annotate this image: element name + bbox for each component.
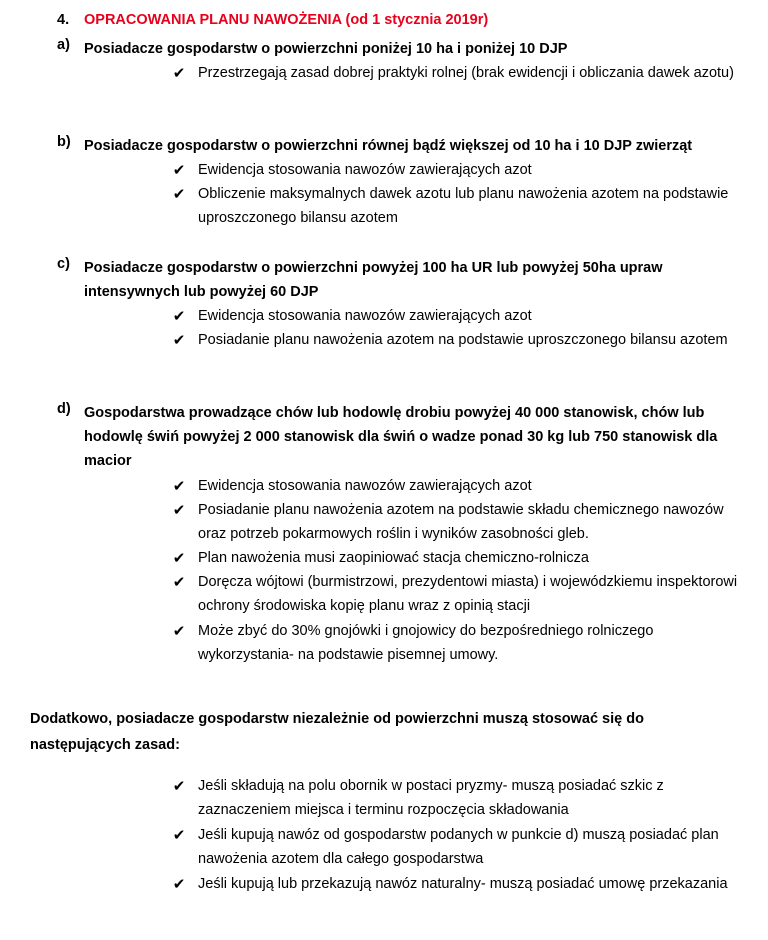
list-item-text: Doręcza wójtowi (burmistrzowi, prezydentowi miasta) i wojewódzkiemu inspektorowi ochrony środowiska kopię planu wraz z opinią stacji [198,574,738,614]
group-letter: b) [57,134,71,150]
list-item [172,570,738,618]
checkmark-icon: ✔ [172,161,186,179]
group-title: Posiadacze gospodarstw o powierzchni równej bądź większej od 10 ha i 10 DJP zwierząt [84,138,693,154]
list-item-text: Może zbyć do 30% gnojówki i gnojowicy do bezpośredniego rolniczego wykorzystania- na podstawie pisemnej umowy. [198,623,654,663]
checkmark-icon: ✔ [172,307,186,325]
checkmark-icon: ✔ [172,826,186,844]
list-item [172,546,738,570]
list-item-text: Ewidencja stosowania nawozów zawierających azot [198,478,532,494]
list-item-text: Przestrzegają zasad dobrej praktyki rolnej (brak ewidencji i obliczania dawek azotu) [198,65,734,81]
list-item [172,304,738,328]
list-item-text: Jeśli kupują lub przekazują nawóz naturalny- muszą posiadać umowę przekazania [198,876,728,892]
group-title: Gospodarstwa prowadzące chów lub hodowlę drobiu powyżej 40 000 stanowisk, chów lub hodowlę świń powyżej 2 000 stanowisk dla świń o wadze ponad 30 kg lub 750 stanowisk dla macior [84,405,718,469]
list-item-text: Ewidencja stosowania nawozów zawierających azot [198,308,532,324]
list-item-text: Obliczenie maksymalnych dawek azotu lub planu nawożenia azotem na podstawie uproszczonego bilansu azotem [198,186,729,226]
list-item [172,619,738,667]
list-item [172,872,738,896]
checkmark-icon: ✔ [172,477,186,495]
group-letter: a) [57,37,70,53]
checkmark-icon: ✔ [172,875,186,893]
checkmark-icon: ✔ [172,573,186,591]
group-title: Posiadacze gospodarstw o powierzchni poniżej 10 ha i poniżej 10 DJP [84,41,568,57]
list-item [172,474,738,498]
list-item [172,328,738,352]
list-item-text: Plan nawożenia musi zaopiniować stacja chemiczno-rolnicza [198,550,589,566]
checkmark-icon: ✔ [172,331,186,349]
checkmark-icon: ✔ [172,501,186,519]
list-item [172,158,738,182]
list-item-text: Jeśli składują na polu obornik w postaci pryzmy- muszą posiadać szkic z zaznaczeniem miejsca i terminu rozpoczęcia składowania [198,778,664,818]
list-item-text: Ewidencja stosowania nawozów zawierających azot [198,162,532,178]
checkmark-icon: ✔ [172,777,186,795]
checkmark-icon: ✔ [172,64,186,82]
group-letter: d) [57,401,71,417]
list-item [172,61,738,85]
list-item-text: Jeśli kupują nawóz od gospodarstw podanych w punkcie d) muszą posiadać plan nawożenia azotem dla całego gospodarstwa [198,827,719,867]
checkmark-icon: ✔ [172,549,186,567]
additional-title: Dodatkowo, posiadacze gospodarstw niezależnie od powierzchni muszą stosować się do następujących zasad: [30,711,644,753]
group-letter: c) [57,256,70,272]
checkmark-icon: ✔ [172,185,186,203]
list-item [172,498,738,546]
list-item-text: Posiadanie planu nawożenia azotem na podstawie uproszczonego bilansu azotem [198,332,728,348]
list-item-text: Posiadanie planu nawożenia azotem na podstawie składu chemicznego nawozów oraz potrzeb pokarmowych roślin i wyników zasobności gleb. [198,502,724,542]
section-number: 4. [57,12,70,28]
section-title: OPRACOWANIA PLANU NAWOŻENIA (od 1 stycznia 2019r) [84,12,489,28]
group-title: Posiadacze gospodarstw o powierzchni powyżej 100 ha UR lub powyżej 50ha upraw intensywnych lub powyżej 60 DJP [84,260,663,300]
checkmark-icon: ✔ [172,622,186,640]
list-item [172,182,738,230]
list-item [172,774,738,822]
list-item [172,823,738,871]
